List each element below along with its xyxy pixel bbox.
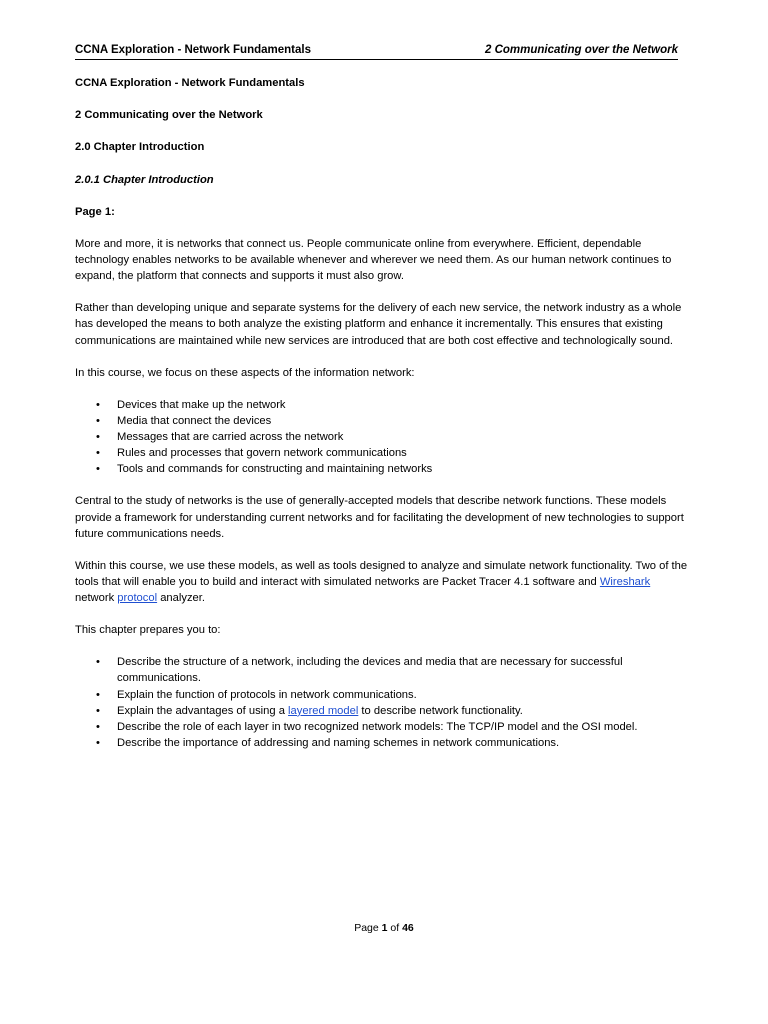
page-number-separator: of (387, 922, 403, 934)
bullet-icon: • (96, 447, 100, 460)
header-right-chapter: 2 Communicating over the Network (485, 44, 678, 56)
list-item: • Tools and commands for constructing and maintaining networks (75, 461, 690, 477)
page-header (75, 41, 678, 60)
page-label: Page 1: (75, 205, 115, 218)
paragraph-6: This chapter prepares you to: (75, 624, 221, 637)
bullet-icon: • (96, 414, 100, 427)
wireshark-link[interactable]: Wireshark (599, 575, 651, 588)
list-item: • Describe the structure of a network, including the devices and media that are necessary for successful communications. (96, 656, 623, 685)
header-left-title: CCNA Exploration - Network Fundamentals (75, 44, 311, 56)
bullet-icon: • (96, 656, 100, 669)
layered-model-link[interactable]: layered model (288, 704, 359, 717)
aspects-list (75, 397, 690, 477)
bullet-icon: • (96, 720, 100, 733)
document-title: CCNA Exploration - Network Fundamentals (75, 77, 305, 89)
bullet-icon: • (96, 704, 100, 717)
protocol-link[interactable]: protocol (117, 592, 158, 604)
subsection-heading: 2.0.1 Chapter Introduction (75, 173, 214, 186)
page-footer (0, 920, 768, 936)
objectives-list (75, 654, 690, 751)
page-number-current: 1 (381, 922, 388, 934)
page-number-total: 46 (402, 922, 414, 934)
bullet-icon: • (96, 398, 100, 411)
document-body (75, 75, 690, 751)
paragraph-1: More and more, it is networks that connect us. People communicate online from everywhere. Efficient, dependable technology enables networks to be available whenever and wherever we need them. As our human network continues to expand, the platform that connects and supports it must also grow. (75, 237, 672, 283)
bullet-icon: • (96, 431, 100, 444)
section-heading: 2.0 Chapter Introduction (75, 141, 205, 154)
chapter-heading: 2 Communicating over the Network (75, 109, 263, 122)
paragraph-2: Rather than developing unique and separate systems for the delivery of each new service, the network industry as a whole has developed the means to both analyze the existing platform and enhance it incrementally. This ensures that existing communications are maintained while new services are introduced that are both cost effective and technologically sound. (75, 302, 682, 347)
list-item: • Describe the role of each layer in two recognized network models: The TCP/IP model and the OSI model. (75, 719, 690, 735)
bullet-icon: • (96, 463, 100, 476)
list-item: • Devices that make up the network (75, 397, 690, 413)
paragraph-3: In this course, we focus on these aspects of the information network: (75, 366, 415, 379)
list-item: • Describe the importance of addressing and naming schemes in network communications. (75, 735, 690, 751)
paragraph-4: Central to the study of networks is the use of generally-accepted models that describe network functions. These models provide a framework for understanding current networks and for facilitating the development of new technologies to support future communications needs. (75, 495, 684, 540)
list-item: • Explain the function of protocols in network communications. (75, 687, 690, 703)
list-item: • Media that connect the devices (75, 413, 690, 429)
bullet-icon: • (96, 736, 100, 749)
list-item: • Explain the advantages of using a layered model to describe network functionality. (75, 703, 690, 719)
list-item: • Rules and processes that govern network communications (75, 445, 690, 461)
paragraph-5: Within this course, we use these models, as well as tools designed to analyze and simulate network functionality. Two of the tools that will enable you to build and interact with simulated networks are Packet Tracer 4.1 software and Wireshark network protocol analyzer. (75, 559, 688, 604)
bullet-icon: • (96, 688, 100, 701)
page-number-prefix: Page (354, 922, 382, 934)
list-item: • Messages that are carried across the network (75, 429, 690, 445)
